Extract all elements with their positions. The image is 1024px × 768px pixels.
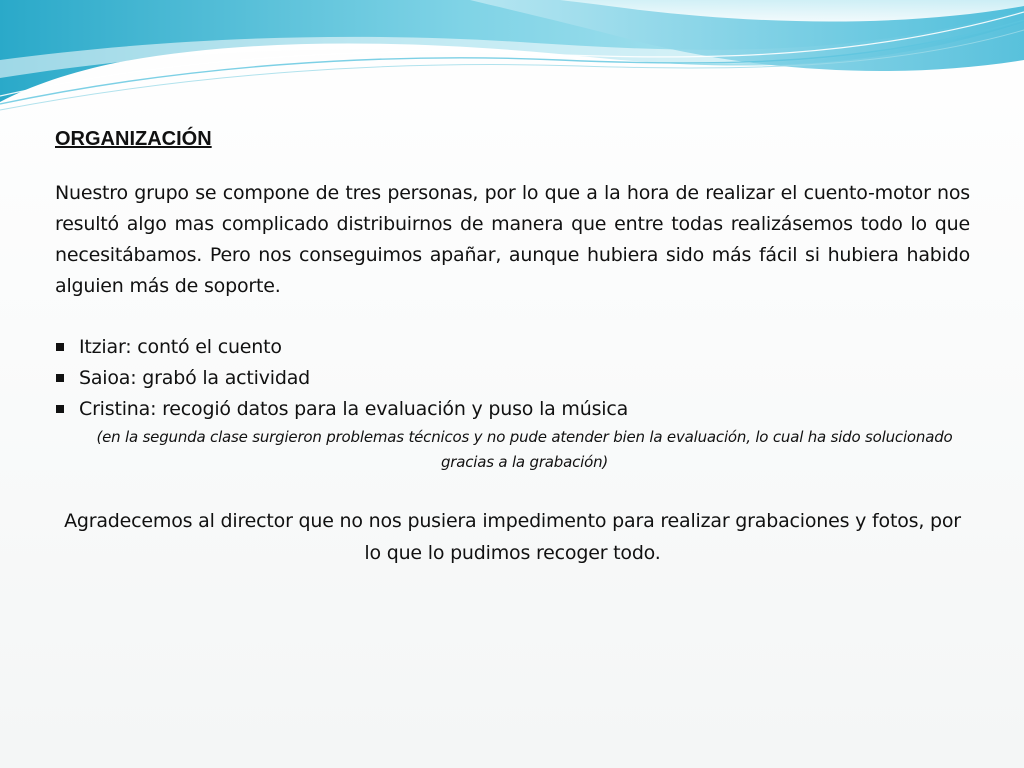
list-item [55,332,970,363]
list-item [55,363,970,394]
square-bullet-icon [56,343,64,351]
list-item-text: Cristina: recogió datos para la evaluación y puso la música [79,398,629,420]
list-item-text: Saioa: grabó la actividad [79,367,310,389]
square-bullet-icon [56,405,64,413]
slide-heading: ORGANIZACIÓN [55,128,212,150]
list-item [55,394,970,425]
intro-paragraph: Nuestro grupo se compone de tres personas, por lo que a la hora de realizar el cuento-motor nos resultó algo mas complicado distribuirnos de manera que entre todas realizásemos todo lo que necesitábamos. Pero nos conseguimos apañar, aunque hubiera sido más fácil si hubiera habido alguien más de soporte. [55,182,970,297]
square-bullet-icon [56,374,64,382]
italic-note: (en la segunda clase surgieron problemas técnicos y no pude atender bien la evaluación, lo cual ha sido solucionado gracias a la grabación) [96,428,953,471]
roles-list [55,332,970,425]
list-item-text: Itziar: contó el cuento [79,336,282,358]
header-wave-decoration [0,0,1024,120]
closing-paragraph: Agradecemos al director que no nos pusiera impedimento para realizar grabaciones y fotos, por lo que lo pudimos recoger todo. [64,510,961,564]
slide-content [55,124,970,569]
